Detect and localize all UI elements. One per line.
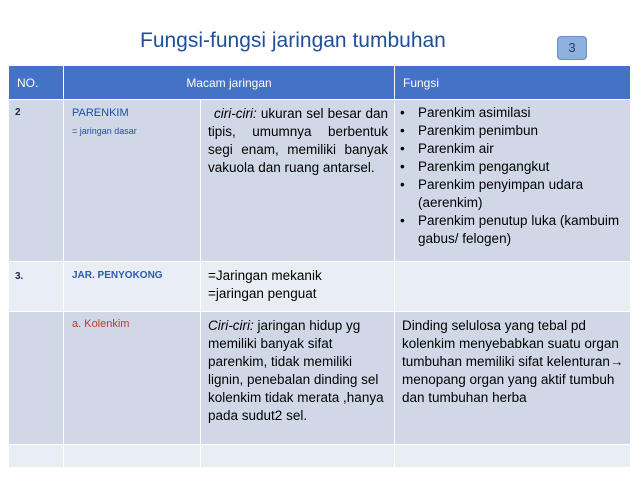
ciri-ciri-cell: [201, 100, 395, 262]
fungsi-cell: [395, 100, 631, 262]
row-number: 2: [9, 100, 64, 262]
bullet-icon: •: [400, 213, 405, 228]
bullet-icon: •: [400, 141, 405, 156]
tissue-name: PARENKIM: [72, 107, 129, 119]
ciri-text: ukuran sel besar dan tipis, umumnya berbentuk segi enam, memiliki banyak vakuola dan ruang antarsel.: [208, 106, 388, 175]
bullet-icon: •: [400, 105, 405, 120]
header-no: NO.: [9, 66, 64, 100]
page-title: Fungsi-fungsi jaringan tumbuhan: [140, 29, 446, 52]
empty-cell: [64, 445, 201, 468]
table-row-empty: [9, 445, 631, 468]
list-item: • Parenkim penimbun: [400, 123, 539, 138]
fungsi-cell: Dinding selulosa yang tebal pd kolenkim menyebabkan suatu organ tumbuhan memiliki sifat kelenturan→ menopang organ yang aktif tumbuh dan tumbuhan herba: [395, 312, 631, 445]
table-row-penyokong: [9, 262, 631, 312]
tissue-name: JAR. PENYOKONG: [64, 262, 201, 312]
empty-cell: [9, 445, 64, 468]
row-number: 3.: [9, 262, 64, 312]
fungsi-list: [398, 104, 626, 248]
ciri-ciri-cell: [201, 312, 395, 445]
ciri-label: Ciri-ciri:: [208, 318, 254, 333]
table-header-row: [9, 66, 631, 100]
empty-cell: [201, 445, 395, 468]
list-item: • Parenkim asimilasi: [400, 105, 531, 120]
ciri-label: ciri-ciri:: [214, 106, 257, 121]
bullet-icon: •: [400, 159, 405, 174]
tissue-name-cell: [64, 100, 201, 262]
header-fungsi: Fungsi: [395, 66, 631, 100]
page-number-badge: 3: [557, 36, 587, 60]
ciri-text: jaringan hidup yg memiliki banyak sifat parenkim, tidak memiliki lignin, penebalan dinding sel kolenkim tidak merata ,hanya pada sudut2 sel.: [208, 318, 384, 423]
header-macam-jaringan: Macam jaringan: [64, 66, 395, 100]
penyokong-desc-line: =Jaringan mekanik: [208, 268, 322, 283]
list-item: • Parenkim penyimpan udara (aerenkim): [400, 177, 584, 210]
tissue-alias: = jaringan dasar: [72, 126, 137, 136]
tissue-name: a. Kolenkim: [64, 312, 201, 445]
empty-cell: [9, 312, 64, 445]
bullet-icon: •: [400, 123, 405, 138]
list-item: • Parenkim penutup luka (kambuim gabus/ felogen): [400, 213, 620, 246]
penyokong-desc-cell: [201, 262, 395, 312]
list-item: • Parenkim air: [400, 141, 494, 156]
bullet-icon: •: [400, 177, 405, 192]
empty-cell: [395, 445, 631, 468]
table-row-kolenkim: [9, 312, 631, 445]
list-item: • Parenkim pengangkut: [400, 159, 550, 174]
jaringan-table: [8, 65, 631, 468]
table-row-parenkim: [9, 100, 631, 262]
penyokong-desc-line: =jaringan penguat: [208, 286, 317, 301]
empty-cell: [395, 262, 631, 312]
